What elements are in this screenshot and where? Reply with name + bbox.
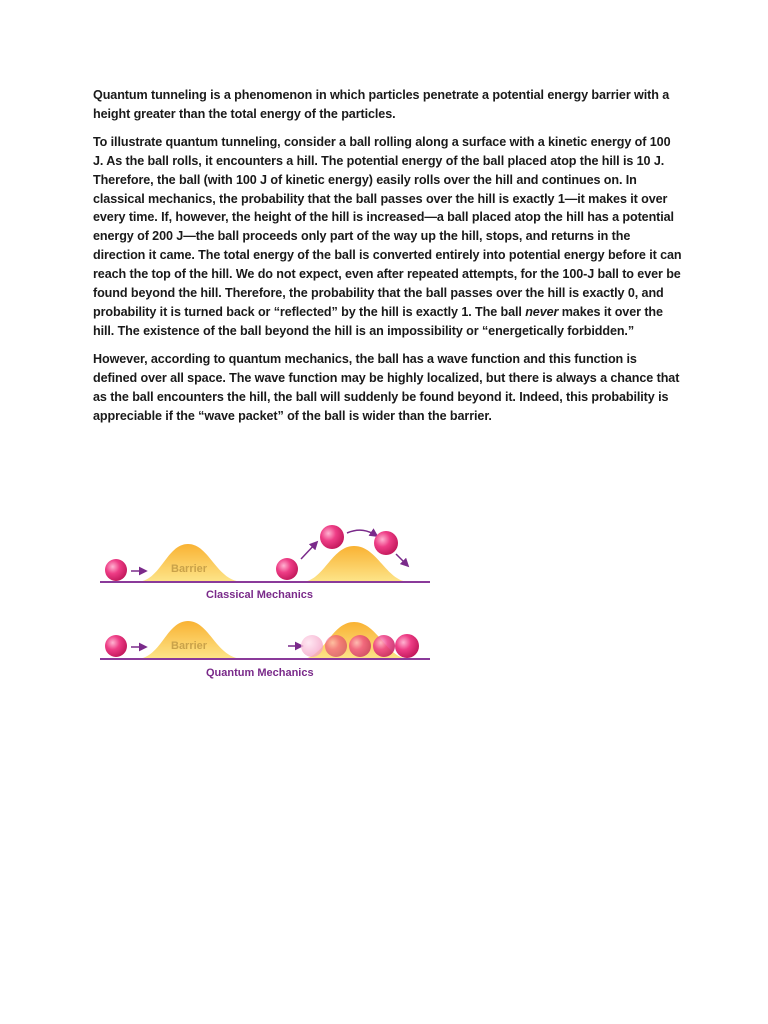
classical-row: [100, 525, 430, 601]
quantum-ball-ghost-3: [349, 635, 371, 657]
paragraph-classical: [93, 133, 683, 341]
tunneling-diagram: [96, 518, 436, 683]
classical-arrow-up: [301, 542, 317, 559]
quantum-barrier-label-left: Barrier: [171, 640, 208, 652]
classical-arrow-over: [347, 530, 377, 536]
classical-ball-approach: [276, 558, 298, 580]
quantum-row: [100, 621, 430, 679]
classical-ball-start: [105, 559, 127, 581]
paragraph-intro: Quantum tunneling is a phenomenon in which particles penetrate a potential energy barrier with a height greater than the total energy of the particles.: [93, 88, 670, 121]
quantum-caption: Quantum Mechanics: [206, 667, 314, 679]
paragraph-quantum: However, according to quantum mechanics, the ball has a wave function and this function is defined over all space. The wave function may be highly localized, but there is always a chance that as the ball encounters the hill, the ball will suddenly be found beyond it. Indeed, this probability is appreciable if the “wave packet” of the ball is wider than the barrier.: [93, 351, 680, 423]
quantum-ball-end: [395, 634, 419, 658]
quantum-ball-start: [105, 635, 127, 657]
quantum-ball-ghost-4: [373, 635, 395, 657]
paragraph-classical-part-2: makes it over the hill. The existence of the ball beyond the hill is an impossibility or “energetically forbidden.”: [93, 304, 663, 338]
classical-ball-descend: [374, 531, 398, 555]
classical-ball-top: [320, 525, 344, 549]
paragraph-classical-part-1: To illustrate quantum tunneling, consider a ball rolling along a surface with a kinetic energy of 100 J. As the ball rolls, it encounters a hill. The potential energy of the ball placed atop the hill is 10 J. Therefore, the ball (with 100 J of kinetic energy) easily rolls over the hill and continues on. In classical mechanics, the probability that the ball passes over the hill is exactly 1—it makes it over every time. If, however, the height of the hill is increased—a ball placed atop the hill has a potential energy of 200 J—the ball proceeds only part of the way up the hill, stops, and returns in the direction it came. The total energy of the ball is converted entirely into potential energy before it can reach the top of the hill. We do not expect, even after repeated attempts, for the 100-J ball to ever be found beyond the hill. Therefore, the probability that the ball passes over the hill is exactly 0, and probability it is turned back or “reflected” by the hill is exactly 1. The ball: [93, 134, 682, 319]
classical-caption: Classical Mechanics: [206, 589, 314, 601]
tunneling-figure: [96, 518, 436, 683]
classical-barrier-label-left: Barrier: [171, 563, 208, 575]
classical-arrow-down: [396, 554, 408, 566]
body-text: [93, 86, 683, 434]
quantum-ball-ghost-2: [325, 635, 347, 657]
quantum-ball-ghost-1: [301, 635, 323, 657]
emphasis-never: never: [525, 304, 559, 319]
